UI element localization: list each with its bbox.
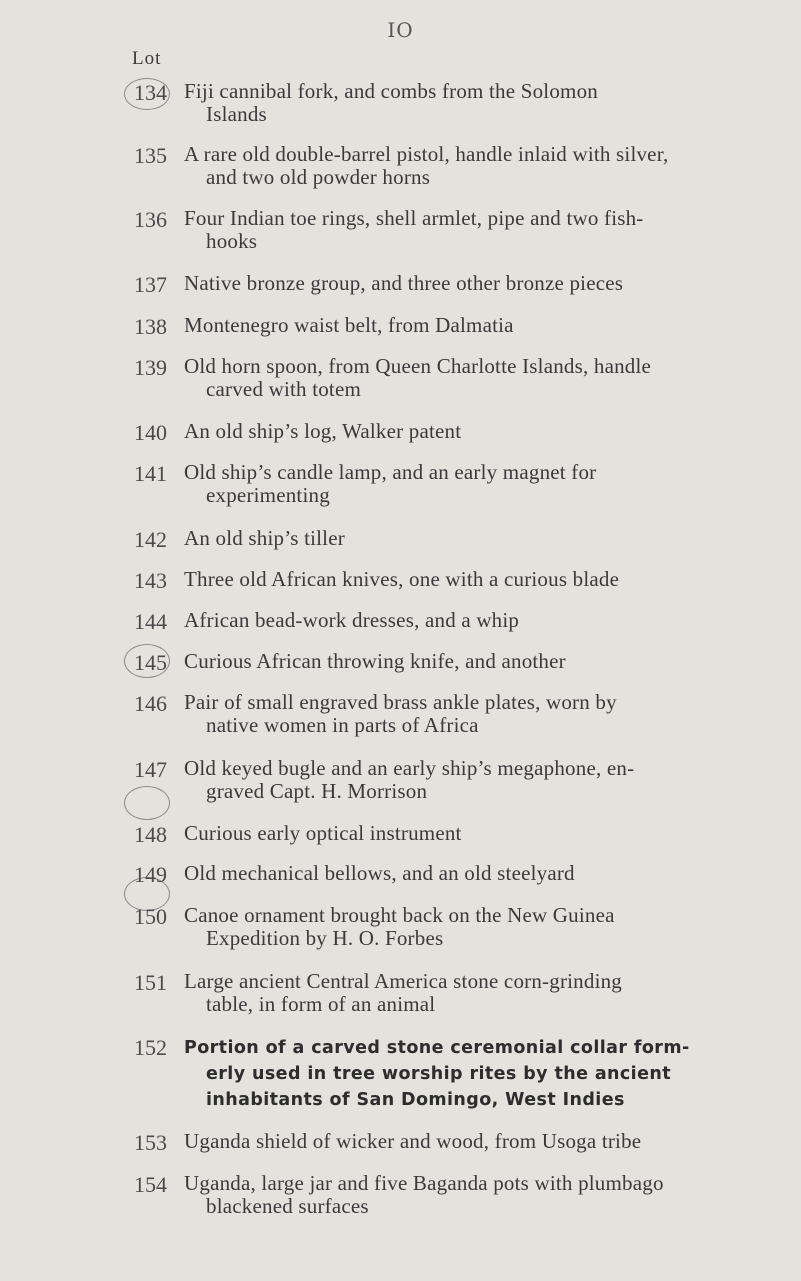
lot-description: Large ancient Central America stone corn-grinding (184, 969, 623, 993)
lot-entry (128, 420, 788, 446)
lot-number: 153 (134, 1130, 167, 1155)
lot-number: 137 (134, 272, 167, 297)
lot-description: Canoe ornament brought back on the New Guinea (184, 903, 615, 927)
lot-number: 142 (134, 527, 167, 552)
lot-number: 146 (134, 691, 167, 716)
lot-number: 149 (134, 862, 167, 887)
lot-description: Old keyed bugle and an early ship’s megaphone, en- (184, 756, 635, 780)
lot-entry (128, 904, 788, 950)
lot-entry (128, 355, 788, 401)
lot-number: 138 (134, 314, 167, 339)
lot-number: 139 (134, 355, 167, 380)
lot-description: Three old African knives, one with a curious blade (184, 567, 620, 591)
page-number: IO (387, 18, 414, 42)
lot-description-cont: inhabitants of San Domingo, West Indies (206, 1090, 625, 1110)
lot-description-cont: Islands (206, 102, 267, 126)
lot-column-header: Lot (132, 48, 162, 69)
lot-number: 145 (134, 650, 167, 675)
lot-description: Montenegro waist belt, from Dalmatia (184, 313, 514, 337)
lot-entry (128, 609, 788, 635)
lot-description: Curious early optical instrument (184, 821, 462, 845)
lot-number: 152 (134, 1035, 167, 1060)
lot-description: An old ship’s tiller (184, 526, 345, 550)
lot-entry (128, 970, 788, 1016)
lot-entry (128, 1172, 788, 1218)
lot-description: Old ship’s candle lamp, and an early magnet for (184, 460, 597, 484)
lot-entry (128, 1130, 788, 1156)
lot-number: 144 (134, 609, 167, 634)
lot-description: A rare old double-barrel pistol, handle inlaid with silver, (184, 142, 669, 166)
lot-description: Uganda shield of wicker and wood, from Usoga tribe (184, 1129, 642, 1153)
lot-number: 143 (134, 568, 167, 593)
lot-description: Old mechanical bellows, and an old steelyard (184, 861, 575, 885)
lot-entry (128, 862, 788, 888)
lot-description-cont: erly used in tree worship rites by the ancient (206, 1064, 671, 1084)
lot-description: Portion of a carved stone ceremonial collar form- (184, 1038, 690, 1058)
lot-number: 136 (134, 207, 167, 232)
lot-entry (128, 143, 788, 189)
lot-entry (128, 691, 788, 737)
lot-number: 134 (134, 80, 167, 105)
lot-number: 147 (134, 757, 167, 782)
lot-description-cont: Expedition by H. O. Forbes (206, 926, 444, 950)
lot-entry (128, 272, 788, 298)
lot-description-cont: blackened surfaces (206, 1194, 369, 1218)
lot-description-cont: table, in form of an animal (206, 992, 436, 1016)
lot-entry (128, 568, 788, 594)
lot-number: 154 (134, 1172, 167, 1197)
lot-description-cont: graved Capt. H. Morrison (206, 779, 428, 803)
lot-entry (128, 314, 788, 340)
lot-entry (128, 527, 788, 553)
lot-description: Four Indian toe rings, shell armlet, pipe and two fish- (184, 206, 644, 230)
lot-description-cont: hooks (206, 229, 258, 253)
lot-entry (128, 650, 788, 676)
lot-description: Native bronze group, and three other bronze pieces (184, 271, 624, 295)
lot-entry (128, 80, 788, 126)
lot-number: 135 (134, 143, 167, 168)
lot-number: 151 (134, 970, 167, 995)
lot-description-cont: and two old powder horns (206, 165, 431, 189)
lot-description: African bead-work dresses, and a whip (184, 608, 520, 632)
lot-number: 150 (134, 904, 167, 929)
lot-description: An old ship’s log, Walker patent (184, 419, 462, 443)
lot-entry (128, 1035, 788, 1113)
lot-description: Uganda, large jar and five Baganda pots with plumbago (184, 1171, 664, 1195)
lot-entry (128, 461, 788, 507)
lot-number: 148 (134, 822, 167, 847)
lot-description-cont: native women in parts of Africa (206, 713, 479, 737)
lot-description: Old horn spoon, from Queen Charlotte Islands, handle (184, 354, 652, 378)
lot-entry (128, 757, 788, 803)
lot-description: Curious African throwing knife, and another (184, 649, 566, 673)
lot-entry (128, 207, 788, 253)
lot-description: Fiji cannibal fork, and combs from the Solomon (184, 79, 598, 103)
lot-description: Pair of small engraved brass ankle plates, worn by (184, 690, 617, 714)
lot-number: 141 (134, 461, 167, 486)
lot-description-cont: carved with totem (206, 377, 362, 401)
lot-description-cont: experimenting (206, 483, 330, 507)
lot-number: 140 (134, 420, 167, 445)
lot-entry (128, 822, 788, 848)
